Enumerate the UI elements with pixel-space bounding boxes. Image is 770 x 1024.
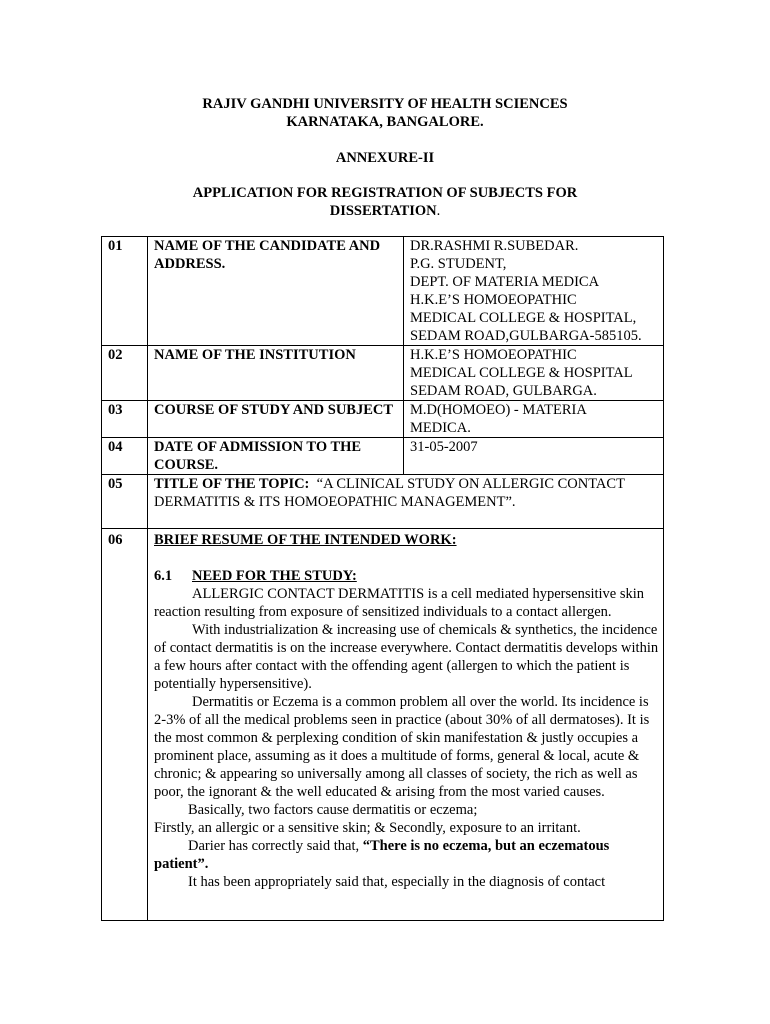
university-name: RAJIV GANDHI UNIVERSITY OF HEALTH SCIENCES (202, 96, 568, 112)
registration-form-table (101, 236, 664, 921)
row-number: 05 (102, 475, 148, 529)
institution-value (404, 346, 664, 401)
value-line: SEDAM ROAD,GULBARGA-585105. (410, 328, 642, 344)
paragraph-3: Dermatitis or Eczema is a common problem all over the world. Its incidence is 2-3% of all the medical problems seen in practice (about 30% of all dermatoses). It is the most common & perplexing condition of skin manifestation & justly occupies a prominent place, assuming as it does a multitude of forms, general & local, acute & chronic; & appearing so universally among all classes of society, the rich as well as poor, the ignorant & the well educated & arising from the most varied causes. (154, 694, 650, 800)
row-label: COURSE OF STUDY AND SUBJECT (148, 401, 404, 438)
row-number: 04 (102, 438, 148, 475)
admission-date-value (404, 438, 664, 475)
annexure-label: ANNEXURE-II (335, 150, 435, 166)
paragraph-6-text: Darier has correctly said that, (188, 838, 363, 854)
form-row-resume (102, 529, 664, 921)
section-title: NEED FOR THE STUDY: (192, 568, 357, 584)
value-line: 31-05-2007 (410, 439, 478, 455)
candidate-address (404, 237, 664, 346)
form-row-course (102, 401, 664, 438)
form-row-topic (102, 475, 664, 529)
application-title-dissertation: DISSERTATION (329, 203, 437, 219)
row-number: 03 (102, 401, 148, 438)
topic-cell (148, 475, 664, 529)
application-title-period: . (436, 203, 441, 219)
value-line: DR.RASHMI R.SUBEDAR. (410, 238, 579, 254)
form-row-institution (102, 346, 664, 401)
value-line: MEDICA. (410, 420, 471, 436)
application-title-line2 (0, 202, 770, 220)
paragraph-6 (154, 837, 659, 873)
university-location: KARNATAKA, BANGALORE. (286, 114, 484, 130)
form-row-candidate (102, 237, 664, 346)
application-title-line1: APPLICATION FOR REGISTRATION OF SUBJECTS FOR (192, 185, 578, 201)
paragraph-7: It has been appropriately said that, especially in the diagnosis of contact (188, 874, 606, 890)
value-line: DEPT. OF MATERIA MEDICA (410, 274, 600, 290)
topic-text: “A CLINICAL STUDY ON ALLERGIC CONTACT DERMATITIS & ITS HOMOEOPATHIC MANAGEMENT”. (154, 476, 625, 510)
row-label: DATE OF ADMISSION TO THE COURSE. (148, 438, 404, 475)
resume-cell (148, 529, 664, 921)
value-line: MEDICAL COLLEGE & HOSPITAL (410, 365, 633, 381)
course-value (404, 401, 664, 438)
row-label: NAME OF THE CANDIDATE AND ADDRESS. (148, 237, 404, 346)
paragraph-6-quote: “There is no eczema, but an eczematous patient”. (154, 838, 610, 872)
row-number: 02 (102, 346, 148, 401)
value-line: MEDICAL COLLEGE & HOSPITAL, (410, 310, 637, 326)
row-label: NAME OF THE INSTITUTION (148, 346, 404, 401)
resume-heading: BRIEF RESUME OF THE INTENDED WORK: (154, 532, 457, 548)
row-number: 06 (102, 529, 148, 921)
section-heading (154, 567, 659, 585)
value-line: H.K.E’S HOMOEOPATHIC (410, 292, 577, 308)
value-line: M.D(HOMOEO) - MATERIA (410, 402, 587, 418)
row-number: 01 (102, 237, 148, 346)
topic-label: TITLE OF THE TOPIC: (154, 476, 310, 492)
paragraph-1: ALLERGIC CONTACT DERMATITIS is a cell mediated hypersensitive skin reaction resulting from exposure of sensitized individuals to a contact allergen. (154, 586, 645, 620)
value-line: P.G. STUDENT, (410, 256, 507, 272)
form-row-admission-date (102, 438, 664, 475)
section-number: 6.1 (154, 568, 173, 584)
paragraph-2: With industrialization & increasing use of chemicals & synthetics, the incidence of contact dermatitis is on the increase everywhere. Contact dermatitis develops within a few hours after contact with the offending agent (allergen to which the patient is potentially hypersensitive). (154, 622, 659, 692)
paragraph-4: Basically, two factors cause dermatitis or eczema; (188, 802, 478, 818)
value-line: SEDAM ROAD, GULBARGA. (410, 383, 597, 399)
value-line: H.K.E’S HOMOEOPATHIC (410, 347, 577, 363)
paragraph-5: Firstly, an allergic or a sensitive skin; & Secondly, exposure to an irritant. (154, 820, 581, 836)
